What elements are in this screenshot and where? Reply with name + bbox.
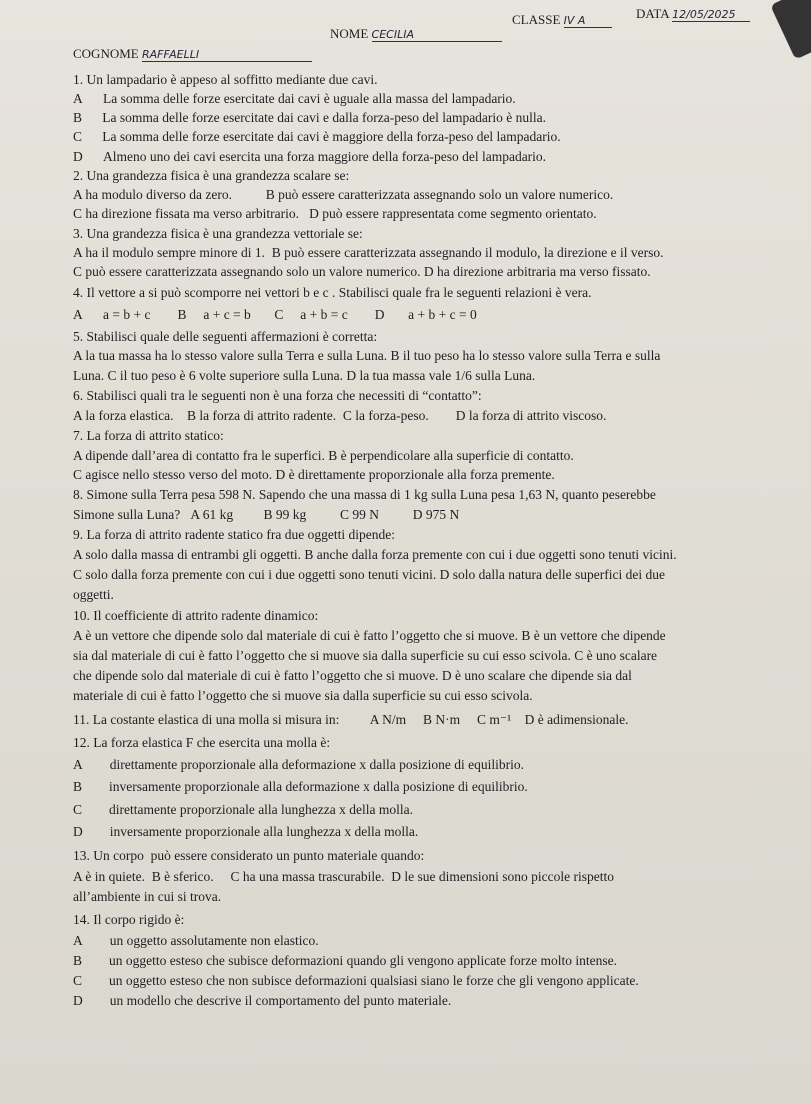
question-line: A è un vettore che dipende solo dal materiale di cui è fatto l’oggetto che si muove. B è un vettore che dipende [73, 628, 666, 643]
question-line: materiale di cui è fatto l’oggetto che si muove sia dalla superficie su cui esso scivola. [73, 688, 533, 703]
question-line: A la forza elastica. B la forza di attrito radente. C la forza-peso. D la forza di attrito viscoso. [73, 408, 607, 423]
question-line: A solo dalla massa di entrambi gli oggetti. B anche dalla forza premente con cui i due oggetti sono tenuti vicini. [73, 547, 677, 562]
question-line: 4. Il vettore a si può scomporre nei vettori b e c . Stabilisci quale fra le seguenti relazioni è vera. [73, 285, 592, 300]
classe-label: CLASSE [512, 12, 561, 27]
question-line: 5. Stabilisci quale delle seguenti affermazioni è corretta: [73, 329, 378, 344]
nome-field [330, 26, 502, 42]
classe-value: IV A [564, 14, 612, 28]
nome-value: CECILIA [372, 28, 502, 42]
cognome-field [73, 46, 312, 62]
question-line: 14. Il corpo rigido è: [73, 912, 185, 927]
question-line: B un oggetto esteso che subisce deformazioni quando gli vengono applicate forze molto intense. [73, 953, 617, 968]
question-line: C solo dalla forza premente con cui i due oggetti sono tenuti vicini. D solo dalla natura delle superfici dei due [73, 567, 665, 582]
question-line: 6. Stabilisci quali tra le seguenti non è una forza che necessiti di “contatto”: [73, 388, 482, 403]
question-line: C un oggetto esteso che non subisce deformazioni qualsiasi siano le forze che gli vengono applicate. [73, 973, 639, 988]
question-line: 8. Simone sulla Terra pesa 598 N. Sapendo che una massa di 1 kg sulla Luna pesa 1,63 N, quanto peserebbe [73, 487, 656, 502]
nome-label: NOME [330, 26, 369, 41]
question-line: C direttamente proporzionale alla lunghezza x della molla. [73, 802, 413, 817]
question-line: A un oggetto assolutamente non elastico. [73, 933, 319, 948]
classe-field [512, 12, 612, 28]
question-line: C La somma delle forze esercitate dai cavi è maggiore della forza-peso del lampadario. [73, 129, 561, 144]
question-line: 11. La costante elastica di una molla si misura in: A N/m B N·m C m⁻¹ D è adimensionale. [73, 712, 629, 727]
pen-cap [770, 0, 811, 60]
question-line: Luna. C il tuo peso è 6 volte superiore sulla Luna. D la tua massa vale 1/6 sulla Luna. [73, 368, 536, 383]
question-line: 13. Un corpo può essere considerato un punto materiale quando: [73, 848, 425, 863]
data-label: DATA [636, 6, 669, 21]
question-line: 7. La forza di attrito statico: [73, 428, 224, 443]
question-line: 10. Il coefficiente di attrito radente dinamico: [73, 608, 319, 623]
question-line: A direttamente proporzionale alla deformazione x dalla posizione di equilibrio. [73, 757, 524, 772]
question-line: D inversamente proporzionale alla lunghezza x della molla. [73, 824, 419, 839]
question-line: C può essere caratterizzata assegnando solo un valore numerico. D ha direzione arbitraria ma verso fissato. [73, 264, 651, 279]
question-line: C agisce nello stesso verso del moto. D è direttamente proporzionale alla forza premente. [73, 467, 555, 482]
cognome-label: COGNOME [73, 46, 139, 61]
data-field [636, 6, 750, 22]
question-line: A è in quiete. B è sferico. C ha una massa trascurabile. D le sue dimensioni sono piccole rispetto [73, 869, 614, 884]
question-line: A a = b + c B a + c = b C a + b = c D a + b + c = 0 [73, 307, 477, 322]
question-line: all’ambiente in cui si trova. [73, 889, 222, 904]
question-line: B inversamente proporzionale alla deformazione x dalla posizione di equilibrio. [73, 779, 528, 794]
question-line: A ha il modulo sempre minore di 1. B può essere caratterizzata assegnando il modulo, la direzione e il verso. [73, 245, 664, 260]
question-line: A dipende dall’area di contatto fra le superfici. B è perpendicolare alla superficie di contatto. [73, 448, 574, 463]
question-line: sia dal materiale di cui è fatto l’oggetto che si muove sia dalla superficie su cui esso scivola. C è uno scalare [73, 648, 658, 663]
question-line: 2. Una grandezza fisica è una grandezza scalare se: [73, 168, 350, 183]
question-line: 1. Un lampadario è appeso al soffitto mediante due cavi. [73, 72, 378, 87]
question-line: D Almeno uno dei cavi esercita una forza maggiore della forza-peso del lampadario. [73, 149, 547, 164]
question-line: A la tua massa ha lo stesso valore sulla Terra e sulla Luna. B il tuo peso ha lo stesso valore sulla Terra e sulla [73, 348, 661, 363]
cognome-value: RAFFAELLI [142, 48, 312, 62]
question-line: 12. La forza elastica F che esercita una molla è: [73, 735, 331, 750]
data-value: 12/05/2025 [672, 8, 750, 22]
question-line: 9. La forza di attrito radente statico fra due oggetti dipende: [73, 527, 395, 542]
question-line: D un modello che descrive il comportamento del punto materiale. [73, 993, 452, 1008]
question-line: Simone sulla Luna? A 61 kg B 99 kg C 99 N D 975 N [73, 507, 460, 522]
question-line: A ha modulo diverso da zero. B può essere caratterizzata assegnando solo un valore numerico. [73, 187, 614, 202]
question-line: A La somma delle forze esercitate dai cavi è uguale alla massa del lampadario. [73, 91, 516, 106]
question-line: che dipende solo dal materiale di cui è fatto l’oggetto che si muove. D è uno scalare che dipende sia dal [73, 668, 632, 683]
question-line: oggetti. [73, 587, 114, 602]
question-line: C ha direzione fissata ma verso arbitrario. D può essere rappresentata come segmento orientato. [73, 206, 597, 221]
question-line: B La somma delle forze esercitate dai cavi e dalla forza-peso del lampadario è nulla. [73, 110, 547, 125]
question-line: 3. Una grandezza fisica è una grandezza vettoriale se: [73, 226, 363, 241]
